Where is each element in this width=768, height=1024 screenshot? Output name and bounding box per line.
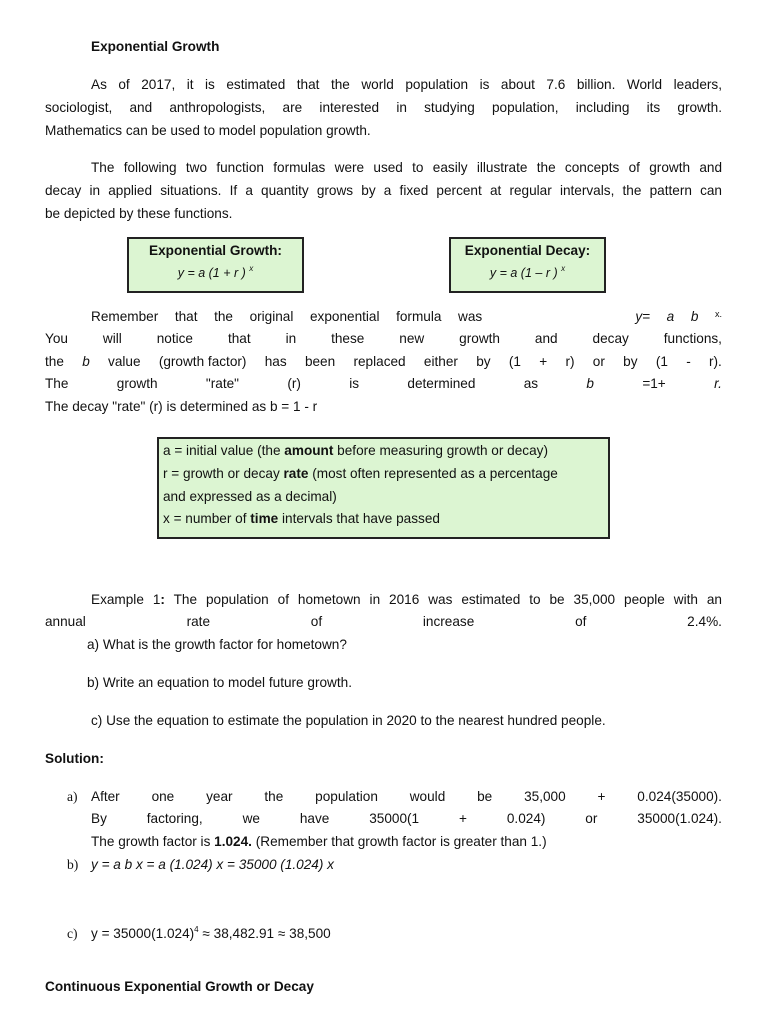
remember-line-1: Remember that the original exponential formula was y= a b x. (91, 309, 722, 324)
growth-box-title: Exponential Growth: (149, 243, 282, 258)
definition-x: x = number of time intervals that have passed (163, 511, 440, 526)
solution-a-line-3: The growth factor is 1.024. (Remember that growth factor is greater than 1.) (91, 834, 547, 849)
solution-a-label: a) (67, 789, 78, 804)
solution-c-equation: $y = 35000(1.024)^4 \approx 38,482.91 \approx 38,500$ (91, 925, 331, 941)
solution-heading: Solution: (45, 751, 104, 766)
intro-line-3: Mathematics can be used to model population growth. (45, 123, 371, 138)
question-a: a) What is the growth factor for hometown? (87, 637, 347, 652)
decay-box-formula: y = a (1 – r ) $^x$ (489, 264, 566, 280)
remember-line-4: The growth "rate" (r) is determined as b =1+ r. (45, 376, 722, 391)
remember-line-2: You will notice that in these new growth and decay functions, (45, 331, 722, 346)
solution-c-label: c) (67, 926, 78, 941)
functions-line-3: be depicted by these functions. (45, 206, 233, 221)
growth-box-formula: y = a (1 + r ) $^x$ (177, 264, 254, 280)
solution-a-line-2: By factoring, we have 35000(1 + 0.024) or 35000(1.024). (91, 811, 722, 826)
solution-b-label: b) (67, 857, 79, 872)
decay-box-title: Exponential Decay: (464, 243, 591, 258)
intro-line-1: As of 2017, it is estimated that the world population is about 7.6 billion. World leaders, (91, 77, 722, 92)
intro-line-2: sociologist, and anthropologists, are interested in studying population, including its growth. (45, 100, 722, 115)
question-b: b) Write an equation to model future growth. (87, 675, 352, 690)
remember-line-5: The decay "rate" (r) is determined as b = 1 - r (45, 399, 318, 414)
definitions-box (157, 437, 610, 539)
definition-r: r = growth or decay rate (most often represented as a percentage (163, 466, 558, 481)
example-line-2: annual rate of increase of 2.4%. (45, 614, 722, 629)
example-line-1: Example 1: The population of hometown in 2016 was estimated to be 35,000 people with an (91, 592, 722, 607)
section-heading: Exponential Growth (91, 39, 220, 54)
exponential-decay-box (449, 237, 606, 293)
solution-b-equation: y = a b x = a (1.024) x = 35000 (1.024) x (91, 857, 334, 872)
solution-a-line-1: After one year the population would be 35,000 + 0.024(35000). (91, 789, 722, 804)
question-c: c) Use the equation to estimate the population in 2020 to the nearest hundred people. (91, 713, 606, 728)
functions-line-2: decay in applied situations. If a quantity grows by a fixed percent at regular intervals, the pattern can (45, 183, 722, 198)
exponential-growth-box (127, 237, 304, 293)
definition-r-cont: and expressed as a decimal) (163, 489, 337, 504)
continuous-growth-heading: Continuous Exponential Growth or Decay (45, 979, 314, 994)
definition-a: a = initial value (the amount before measuring growth or decay) (163, 443, 548, 458)
remember-line-3: the b value (growth factor) has been replaced either by (1 + r) or by (1 - r). (45, 354, 722, 369)
functions-line-1: The following two function formulas were used to easily illustrate the concepts of growth and (91, 160, 722, 175)
